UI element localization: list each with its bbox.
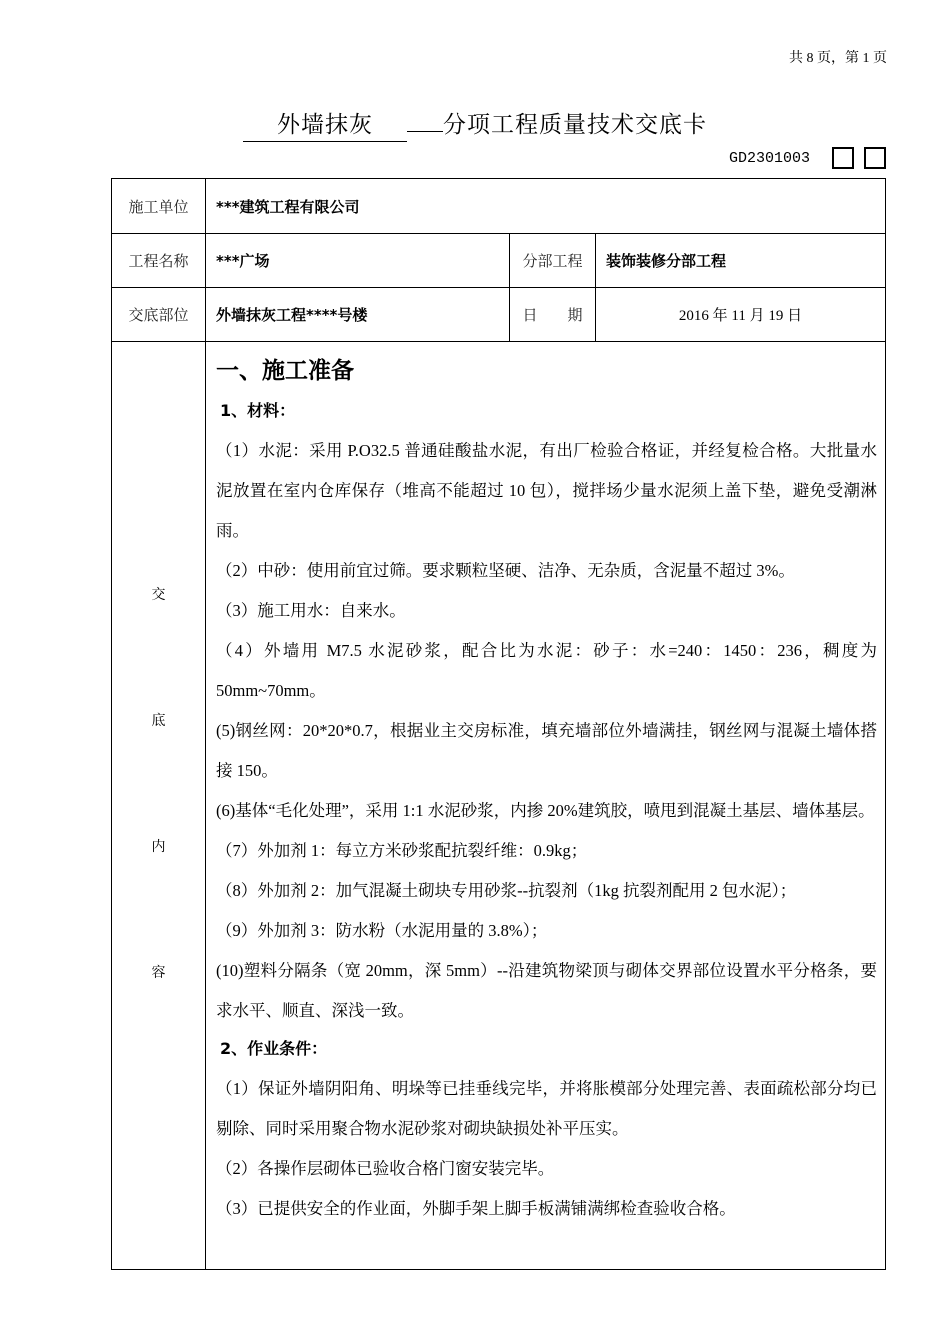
row-project-name [112, 234, 886, 288]
material-item: （8）外加剂 2：加气混凝土砌块专用砂浆--抗裂剂（1kg 抗裂剂配用 2 包水泥）； [216, 881, 797, 900]
document-code-row [729, 147, 886, 169]
row-construction-unit [112, 179, 886, 234]
material-item: (10)塑料分隔条（宽 20mm，深 5mm）--沿建筑物梁顶与砌体交界部位设置水平分格条，要求水平、顺直、深浅一致。 [216, 961, 877, 1020]
row-location [112, 288, 886, 342]
material-item: （3）施工用水：自来水。 [216, 601, 406, 620]
conditions-title: 2、作业条件： [220, 1039, 328, 1058]
title-underline-gap [407, 129, 443, 132]
title-suffix: 分项工程质量技术交底卡 [443, 112, 707, 138]
page-count: 共 8 页，第 1 页 [789, 51, 887, 66]
material-item: （1）水泥：采用 P.O32.5 普通硅酸盐水泥，有出厂检验合格证，并经复检合格。大批量水泥放置在室内仓库保存（堆高不能超过 10 包），搅拌场少量水泥须上盖下垫，避免受潮淋雨。 [216, 441, 877, 540]
project-name-label: 工程名称 [112, 234, 206, 288]
location-label: 交底部位 [112, 288, 206, 342]
side-label-char: 内 [151, 839, 166, 855]
subproject-value: 装饰装修分部工程 [596, 234, 886, 288]
condition-item: （2）各操作层砌体已验收合格门窗安装完毕。 [216, 1159, 555, 1178]
construction-unit-label: 施工单位 [112, 179, 206, 234]
disclosure-table [111, 178, 886, 1270]
material-item: （9）外加剂 3：防水粉（水泥用量的 3.8%）； [216, 921, 548, 940]
document-code: GD2301003 [728, 149, 810, 167]
checkbox-1[interactable] [832, 147, 854, 169]
condition-item: （1）保证外墙阴阳角、明垛等已挂垂线完毕，并将胀模部分处理完善、表面疏松部分均已剔除、同时采用聚合物水泥砂浆对砌块缺损处补平压实。 [216, 1079, 877, 1138]
location-value: 外墙抹灰工程****号楼 [206, 288, 510, 342]
construction-unit-value: ***建筑工程有限公司 [206, 179, 886, 234]
content-cell [206, 342, 886, 1270]
subproject-label: 分部工程 [510, 234, 596, 288]
material-item: (5)钢丝网：20*20*0.7，根据业主交房标准，填充墙部位外墙满挂，钢丝网与混凝土墙体搭接 150。 [216, 721, 877, 780]
checkbox-2[interactable] [864, 147, 886, 169]
condition-item: （3）已提供安全的作业面，外脚手架上脚手板满铺满绑检查验收合格。 [216, 1199, 736, 1218]
material-item: （7）外加剂 1：每立方米砂浆配抗裂纤维：0.9kg； [216, 841, 588, 860]
material-item: (6)基体“毛化处理”，采用 1:1 水泥砂浆，内掺 20%建筑胶，喷甩到混凝土基层、墙体基层。 [216, 801, 875, 820]
project-name-value: ***广场 [206, 234, 510, 288]
side-label-char: 底 [151, 713, 166, 729]
date-label: 日 期 [510, 288, 596, 342]
title-prefix: 外墙抹灰 [243, 106, 407, 142]
materials-title: 1、材料： [220, 401, 296, 420]
side-label-cell [112, 342, 206, 1270]
section-title: 一、施工准备 [216, 358, 354, 384]
side-label-char: 交 [151, 587, 166, 603]
side-label-char: 容 [151, 965, 166, 981]
material-item: （2）中砂：使用前宜过筛。要求颗粒坚硬、洁净、无杂质，含泥量不超过 3%。 [216, 561, 795, 580]
side-label [112, 342, 205, 1088]
date-value: 2016 年 11 月 19 日 [596, 288, 886, 342]
document-title [0, 106, 950, 142]
row-content [112, 342, 886, 1270]
material-item: （4）外墙用 M7.5 水泥砂浆，配合比为水泥：砂子：水=240：1450：236，稠度为 50mm~70mm。 [216, 641, 877, 700]
